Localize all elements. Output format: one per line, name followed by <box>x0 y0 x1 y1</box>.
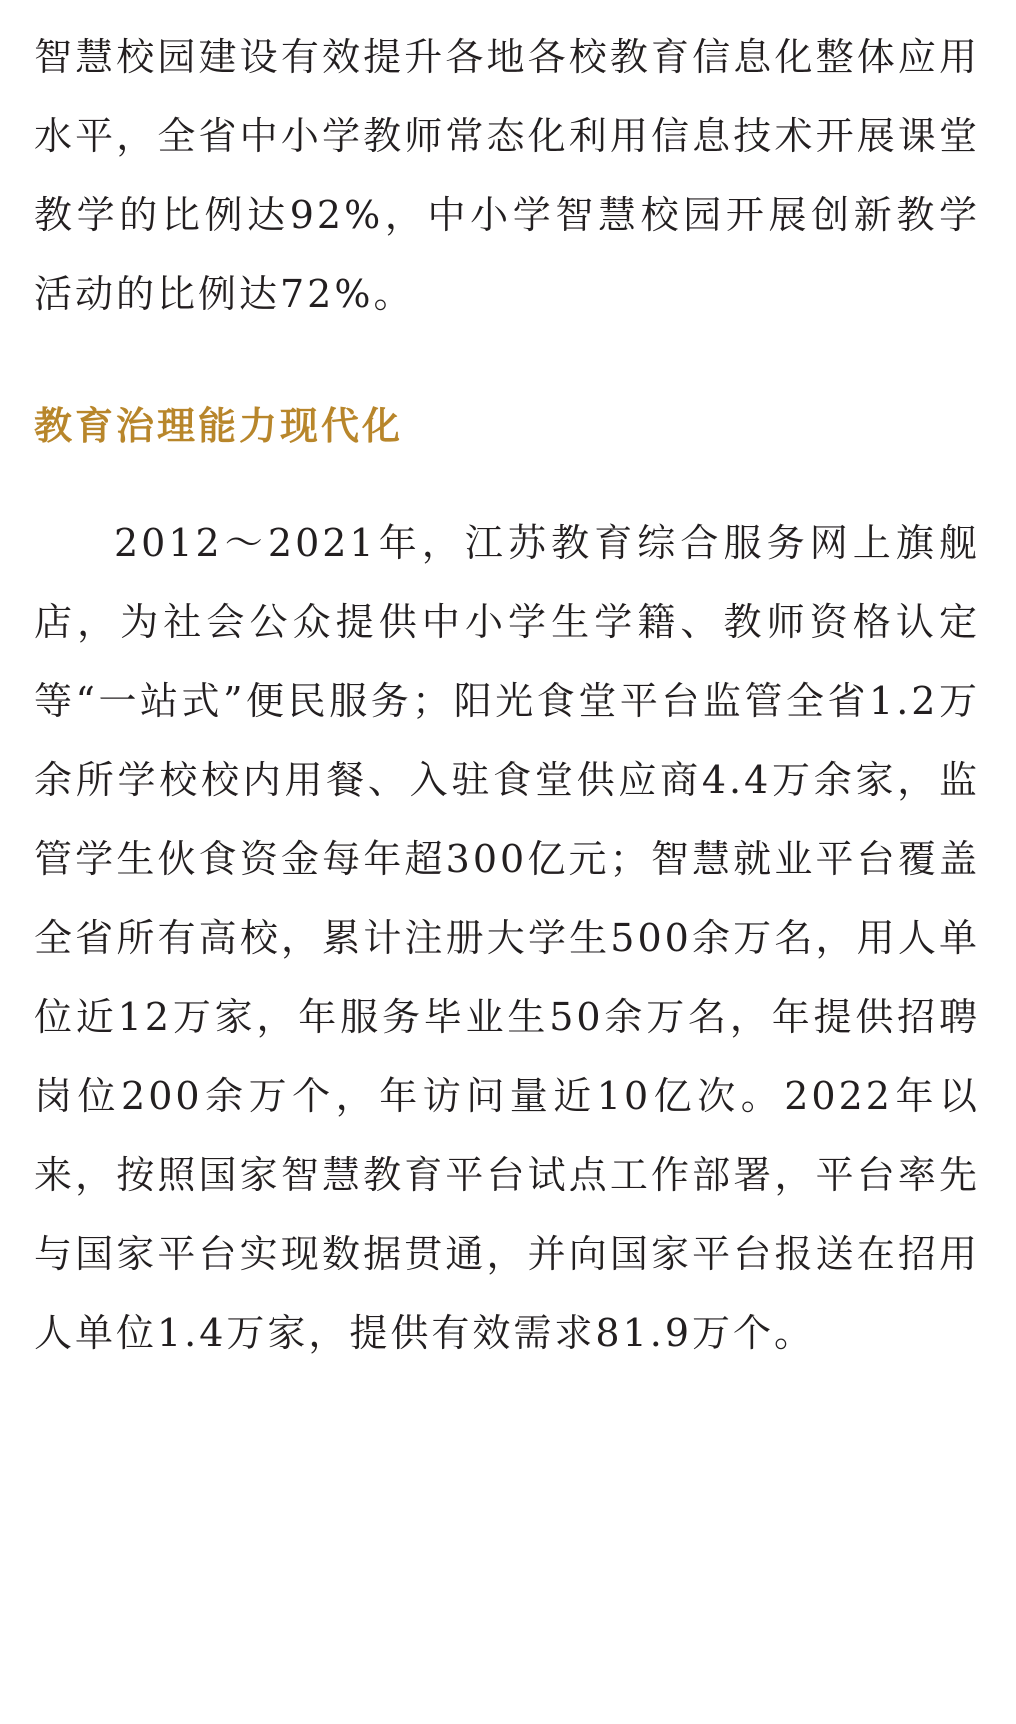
body-paragraph-governance: 2012～2021年，江苏教育综合服务网上旗舰店，为社会公众提供中小学生学籍、教师资格认定等“一站式”便民服务；阳光食堂平台监管全省1.2万余所学校校内用餐、入驻食堂供应商4.4万余家，监管学生伙食资金每年超300亿元；智慧就业平台覆盖全省所有高校，累计注册大学生500余万名，用人单位近12万家，年服务毕业生50余万名，年提供招聘岗位200余万个，年访问量近10亿次。2022年以来，按照国家智慧教育平台试点工作部署，平台率先与国家平台实现数据贯通，并向国家平台报送在招用人单位1.4万家，提供有效需求81.9万个。 <box>34 521 980 1355</box>
body-paragraph-smart-campus: 智慧校园建设有效提升各地各校教育信息化整体应用水平，全省中小学教师常态化利用信息技术开展课堂教学的比例达92%，中小学智慧校园开展创新教学活动的比例达72%。 <box>34 35 980 316</box>
section-heading: 教育治理能力现代化 <box>34 404 404 448</box>
